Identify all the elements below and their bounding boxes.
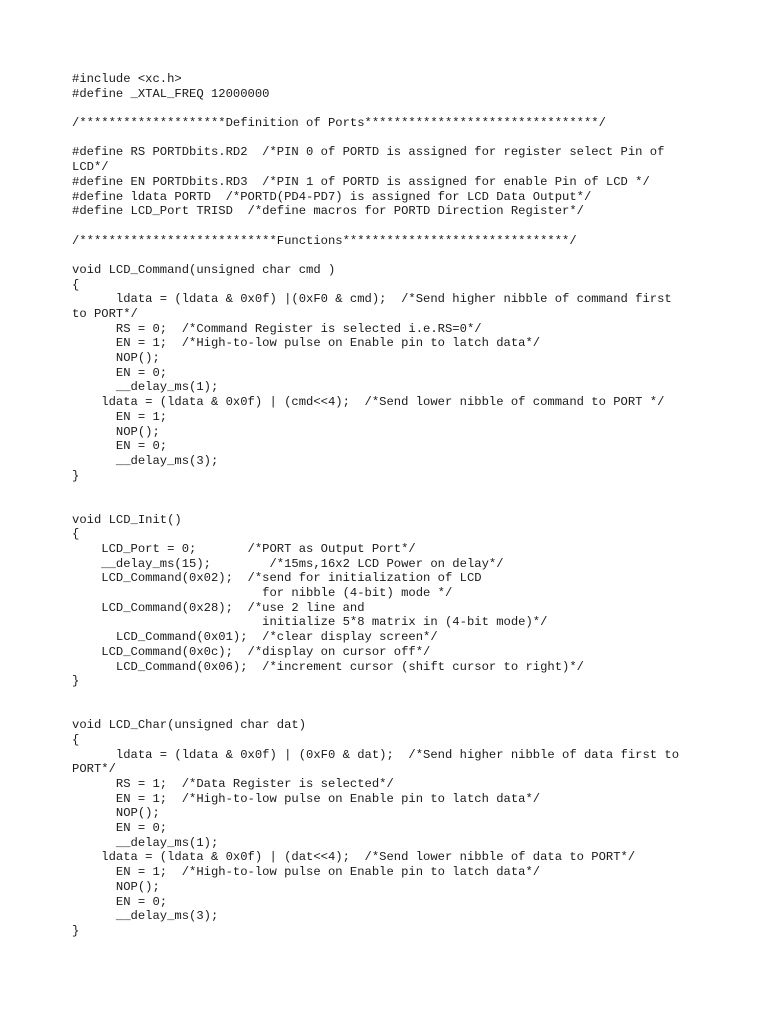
code-line [72, 483, 732, 498]
code-line [72, 689, 732, 704]
code-line: #include <xc.h> [72, 72, 182, 86]
code-line: ldata = (ldata & 0x0f) | (0xF0 & dat); /*Send higher nibble of data first to [72, 747, 680, 762]
code-line: for nibble (4-bit) mode */ [72, 586, 453, 601]
code-line: LCD_Command(0x0c); /*display on cursor off*/ [72, 644, 431, 659]
code-line [72, 101, 732, 116]
code-line: RS = 1; /*Data Register is selected*/ [72, 777, 394, 791]
code-line: EN = 1; /*High-to-low pulse on Enable pin to latch data*/ [72, 865, 541, 880]
code-line: NOP(); [72, 879, 160, 894]
code-line: NOP(); [72, 424, 160, 439]
code-line: void LCD_Init() [72, 512, 182, 527]
code-line: { [72, 277, 80, 292]
code-line: EN = 1; /*High-to-low pulse on Enable pin to latch data*/ [72, 336, 541, 351]
code-line: __delay_ms(3); [72, 909, 219, 924]
code-line: { [72, 527, 80, 542]
code-line: to PORT*/ [72, 307, 138, 321]
code-line: ldata = (ldata & 0x0f) | (cmd<<4); /*Send lower nibble of command to PORT */ [72, 395, 665, 410]
code-line: LCD_Command(0x02); /*send for initialization of LCD [72, 571, 482, 586]
code-line [72, 219, 732, 234]
code-line: RS = 0; /*Command Register is selected i.e.RS=0*/ [72, 321, 482, 336]
code-line: { [72, 732, 80, 747]
code-line: __delay_ms(1); [72, 835, 219, 850]
code-line: ldata = (ldata & 0x0f) | (dat<<4); /*Send lower nibble of data to PORT*/ [72, 850, 636, 865]
code-line: EN = 0; [72, 894, 168, 909]
code-line: ldata = (ldata & 0x0f) |(0xF0 & cmd); /*Send higher nibble of command first [72, 292, 672, 307]
code-line: EN = 0; [72, 365, 168, 380]
code-line: __delay_ms(15); /*15ms,16x2 LCD Power on delay*/ [72, 556, 504, 571]
code-line: } [72, 468, 80, 483]
code-line: /***************************Functions*******************************/ [72, 233, 577, 248]
code-line: PORT*/ [72, 762, 116, 777]
code-line: initialize 5*8 matrix in (4-bit mode)*/ [72, 615, 548, 630]
code-listing [72, 72, 732, 939]
code-line: __delay_ms(3); [72, 453, 219, 468]
code-line: EN = 1; [72, 409, 168, 424]
code-line: #define _XTAL_FREQ 12000000 [72, 86, 270, 101]
code-line: LCD_Command(0x28); /*use 2 line and [72, 600, 365, 615]
code-line [72, 704, 732, 719]
code-line: LCD_Port = 0; /*PORT as Output Port*/ [72, 542, 416, 556]
code-line: #define LCD_Port TRISD /*define macros for PORTD Direction Register*/ [72, 204, 584, 219]
code-line: } [72, 674, 80, 689]
code-line: EN = 0; [72, 439, 168, 454]
code-line: LCD*/ [72, 160, 109, 175]
code-line: #define RS PORTDbits.RD2 /*PIN 0 of PORTD is assigned for register select Pin of [72, 145, 665, 160]
code-line: LCD_Command(0x01); /*clear display screen*/ [72, 630, 438, 645]
code-line: NOP(); [72, 806, 160, 821]
code-line [72, 131, 732, 146]
code-line: NOP(); [72, 351, 160, 366]
code-line: void LCD_Char(unsigned char dat) [72, 718, 307, 733]
code-line: LCD_Command(0x06); /*increment cursor (shift cursor to right)*/ [72, 659, 584, 674]
code-line: #define ldata PORTD /*PORTD(PD4-PD7) is assigned for LCD Data Output*/ [72, 189, 592, 204]
code-line: #define EN PORTDbits.RD3 /*PIN 1 of PORTD is assigned for enable Pin of LCD */ [72, 174, 650, 189]
code-line: EN = 0; [72, 821, 168, 836]
code-line: /********************Definition of Ports********************************/ [72, 116, 606, 131]
code-line: } [72, 923, 80, 938]
code-line [72, 498, 732, 513]
code-line [72, 248, 732, 263]
code-line: __delay_ms(1); [72, 380, 219, 395]
code-line: void LCD_Command(unsigned char cmd ) [72, 262, 336, 277]
code-line: EN = 1; /*High-to-low pulse on Enable pin to latch data*/ [72, 791, 541, 806]
